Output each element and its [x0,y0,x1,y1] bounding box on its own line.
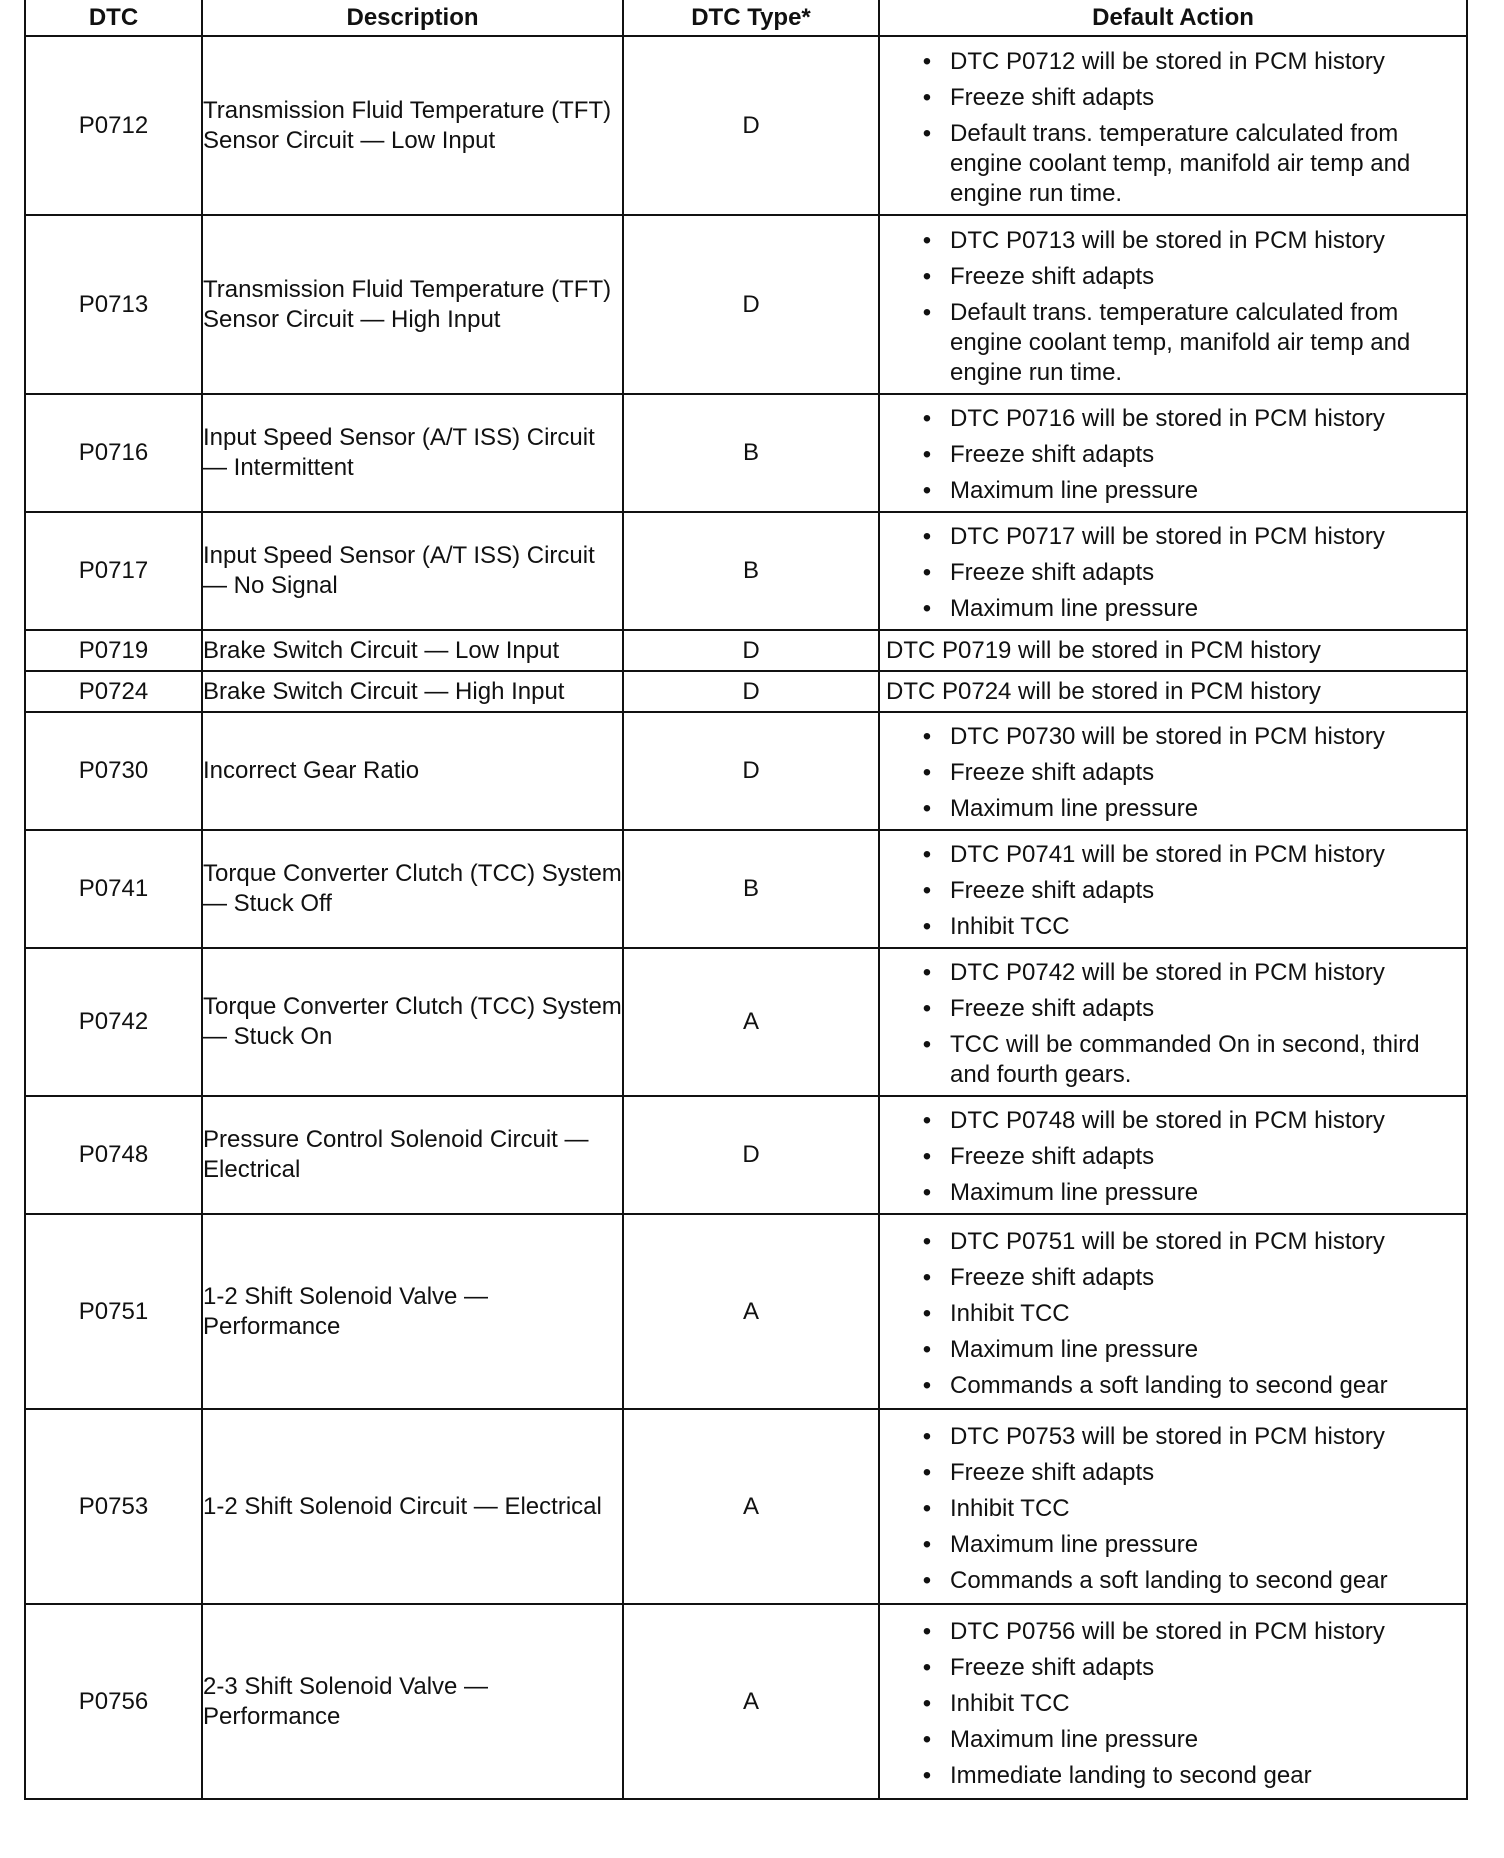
bullet-icon: • [922,1227,932,1255]
action-list [880,1227,1466,1401]
bullet-icon: • [922,119,932,147]
bullet-icon: • [922,1530,932,1558]
dtc-code: P0730 [25,712,202,830]
bullet-icon: • [922,1761,932,1789]
list-item [880,404,1466,434]
default-action-list [879,1214,1467,1409]
bullet-icon: • [922,1107,932,1134]
action-text: Maximum line pressure [950,1530,1199,1558]
dtc-code: P0748 [25,1096,202,1214]
bullet-icon: • [922,226,932,254]
table-row [25,1214,1467,1409]
list-item [880,1689,1466,1719]
table-body [25,36,1467,1799]
dtc-code: P0713 [25,215,202,394]
default-action-list [879,36,1467,215]
action-list [880,1106,1466,1208]
list-item [880,758,1466,788]
table-row [25,712,1467,830]
dtc-type: D [623,1096,879,1214]
default-action-list [879,215,1467,394]
bullet-icon: • [922,1653,932,1681]
dtc-description: Input Speed Sensor (A/T ISS) Circuit — Intermittent [202,394,623,512]
bullet-icon: • [922,841,932,868]
dtc-type: B [623,394,879,512]
table-row [25,630,1467,671]
action-text: Maximum line pressure [950,1179,1199,1206]
table-row [25,1409,1467,1604]
action-text: DTC P0730 will be stored in PCM history [950,723,1385,750]
action-list [880,1422,1466,1596]
bullet-icon: • [922,1031,932,1058]
action-text: Immediate landing to second gear [950,1761,1312,1789]
list-item [880,476,1466,506]
dtc-code: P0751 [25,1214,202,1409]
dtc-type: D [623,36,879,215]
list-item [880,558,1466,588]
list-item [880,840,1466,870]
action-text: DTC P0753 will be stored in PCM history [950,1422,1385,1450]
bullet-icon: • [922,595,932,622]
dtc-type: A [623,1604,879,1799]
list-item [880,1106,1466,1136]
action-text: Freeze shift adapts [950,1263,1155,1291]
bullet-icon: • [922,913,932,940]
action-text: DTC P0716 will be stored in PCM history [950,405,1385,432]
action-text: Freeze shift adapts [950,1458,1155,1486]
action-text: TCC will be commanded On in second, third and fourth gears. [950,1031,1420,1088]
action-text: Maximum line pressure [950,477,1199,504]
list-item [880,876,1466,906]
bullet-icon: • [922,1422,932,1450]
action-text: Freeze shift adapts [950,83,1155,111]
list-item [880,1263,1466,1293]
dtc-description: Torque Converter Clutch (TCC) System — Stuck On [202,948,623,1096]
action-text: Maximum line pressure [950,1335,1199,1363]
action-text: Inhibit TCC [950,1299,1070,1327]
list-item [880,83,1466,113]
default-action-text: DTC P0724 will be stored in PCM history [879,671,1467,712]
bullet-icon: • [922,1617,932,1645]
action-text: DTC P0756 will be stored in PCM history [950,1617,1385,1645]
list-item [880,594,1466,624]
action-text: Freeze shift adapts [950,559,1155,586]
default-action-list [879,830,1467,948]
action-text: Inhibit TCC [950,913,1070,940]
action-list [880,522,1466,624]
table-row [25,948,1467,1096]
dtc-description: Input Speed Sensor (A/T ISS) Circuit — No Signal [202,512,623,630]
action-text: DTC P0741 will be stored in PCM history [950,841,1385,868]
bullet-icon: • [922,1566,932,1594]
action-text: Maximum line pressure [950,795,1199,822]
default-action-list [879,1096,1467,1214]
bullet-icon: • [922,1179,932,1206]
action-text: Freeze shift adapts [950,1653,1155,1681]
list-item [880,226,1466,256]
list-item [880,440,1466,470]
list-item [880,994,1466,1024]
bullet-icon: • [922,1458,932,1486]
list-item [880,1653,1466,1683]
dtc-code: P0742 [25,948,202,1096]
list-item [880,1725,1466,1755]
table-row [25,512,1467,630]
action-list [880,1617,1466,1791]
list-item [880,47,1466,77]
bullet-icon: • [922,262,932,290]
bullet-icon: • [922,559,932,586]
action-text: Commands a soft landing to second gear [950,1566,1388,1594]
bullet-icon: • [922,723,932,750]
default-action-list [879,948,1467,1096]
bullet-icon: • [922,83,932,111]
action-text: Freeze shift adapts [950,262,1155,290]
dtc-code: P0719 [25,630,202,671]
list-item [880,958,1466,988]
bullet-icon: • [922,1494,932,1522]
list-item [880,522,1466,552]
action-text: DTC P0751 will be stored in PCM history [950,1227,1385,1255]
header-dtc-type: DTC Type* [623,0,879,36]
dtc-code: P0753 [25,1409,202,1604]
action-text: Freeze shift adapts [950,1143,1155,1170]
list-item [880,262,1466,292]
bullet-icon: • [922,523,932,550]
dtc-type: A [623,1409,879,1604]
list-item [880,794,1466,824]
action-text: Commands a soft landing to second gear [950,1371,1388,1399]
list-item [880,1299,1466,1329]
dtc-description: Transmission Fluid Temperature (TFT) Sensor Circuit — Low Input [202,36,623,215]
default-action-list [879,1604,1467,1799]
bullet-icon: • [922,995,932,1022]
dtc-code: P0741 [25,830,202,948]
action-text: DTC P0713 will be stored in PCM history [950,226,1385,254]
dtc-type: B [623,830,879,948]
dtc-description: 1-2 Shift Solenoid Circuit — Electrical [202,1409,623,1604]
dtc-type: A [623,948,879,1096]
table-row [25,215,1467,394]
table-row [25,1604,1467,1799]
dtc-type: B [623,512,879,630]
table-row [25,394,1467,512]
list-item [880,1458,1466,1488]
dtc-description: Brake Switch Circuit — High Input [202,671,623,712]
action-list [880,722,1466,824]
list-item [880,1142,1466,1172]
header-dtc: DTC [25,0,202,36]
default-action-list [879,394,1467,512]
dtc-description: Torque Converter Clutch (TCC) System — Stuck Off [202,830,623,948]
action-list [880,958,1466,1090]
list-item [880,1566,1466,1596]
list-item [880,1030,1466,1090]
action-text: DTC P0712 will be stored in PCM history [950,47,1385,75]
list-item [880,722,1466,752]
dtc-type: D [623,215,879,394]
bullet-icon: • [922,1689,932,1717]
list-item [880,298,1466,388]
dtc-description: 2-3 Shift Solenoid Valve — Performance [202,1604,623,1799]
list-item [880,1494,1466,1524]
action-text: Freeze shift adapts [950,995,1155,1022]
list-item [880,1761,1466,1791]
dtc-code: P0716 [25,394,202,512]
dtc-description: Pressure Control Solenoid Circuit — Electrical [202,1096,623,1214]
list-item [880,119,1466,209]
list-item [880,1422,1466,1452]
list-item [880,1335,1466,1365]
action-text: Maximum line pressure [950,595,1199,622]
dtc-type: D [623,712,879,830]
list-item [880,912,1466,942]
default-action-text: DTC P0719 will be stored in PCM history [879,630,1467,671]
action-text: Default trans. temperature calculated from engine coolant temp, manifold air temp and engine run time. [950,298,1411,386]
bullet-icon: • [922,959,932,986]
dtc-type: A [623,1214,879,1409]
document-page [24,0,1466,1800]
action-list [880,404,1466,506]
action-text: Freeze shift adapts [950,759,1155,786]
list-item [880,1227,1466,1257]
header-default-action: Default Action [879,0,1467,36]
action-text: Inhibit TCC [950,1689,1070,1717]
dtc-description: Incorrect Gear Ratio [202,712,623,830]
bullet-icon: • [922,47,932,75]
list-item [880,1178,1466,1208]
bullet-icon: • [922,1725,932,1753]
action-text: DTC P0717 will be stored in PCM history [950,523,1385,550]
action-text: Maximum line pressure [950,1725,1199,1753]
table-row [25,36,1467,215]
list-item [880,1371,1466,1401]
table-row [25,830,1467,948]
action-text: Default trans. temperature calculated from engine coolant temp, manifold air temp and engine run time. [950,119,1411,207]
bullet-icon: • [922,795,932,822]
bullet-icon: • [922,405,932,432]
dtc-description: 1-2 Shift Solenoid Valve — Performance [202,1214,623,1409]
action-list [880,840,1466,942]
bullet-icon: • [922,1143,932,1170]
bullet-icon: • [922,1335,932,1363]
dtc-code: P0724 [25,671,202,712]
action-list [880,47,1466,209]
table-row [25,1096,1467,1214]
dtc-code: P0712 [25,36,202,215]
bullet-icon: • [922,877,932,904]
action-list [880,226,1466,388]
dtc-code: P0717 [25,512,202,630]
bullet-icon: • [922,441,932,468]
default-action-list [879,712,1467,830]
bullet-icon: • [922,759,932,786]
dtc-type: D [623,630,879,671]
action-text: Inhibit TCC [950,1494,1070,1522]
table-row [25,671,1467,712]
dtc-description: Transmission Fluid Temperature (TFT) Sensor Circuit — High Input [202,215,623,394]
bullet-icon: • [922,1263,932,1291]
bullet-icon: • [922,1371,932,1399]
table-header-row [25,0,1467,36]
action-text: DTC P0742 will be stored in PCM history [950,959,1385,986]
list-item [880,1617,1466,1647]
bullet-icon: • [922,1299,932,1327]
dtc-table [24,0,1468,1800]
action-text: DTC P0748 will be stored in PCM history [950,1107,1385,1134]
bullet-icon: • [922,477,932,504]
default-action-list [879,1409,1467,1604]
header-description: Description [202,0,623,36]
action-text: Freeze shift adapts [950,877,1155,904]
dtc-description: Brake Switch Circuit — Low Input [202,630,623,671]
bullet-icon: • [922,298,932,326]
action-text: Freeze shift adapts [950,441,1155,468]
dtc-type: D [623,671,879,712]
default-action-list [879,512,1467,630]
list-item [880,1530,1466,1560]
dtc-code: P0756 [25,1604,202,1799]
